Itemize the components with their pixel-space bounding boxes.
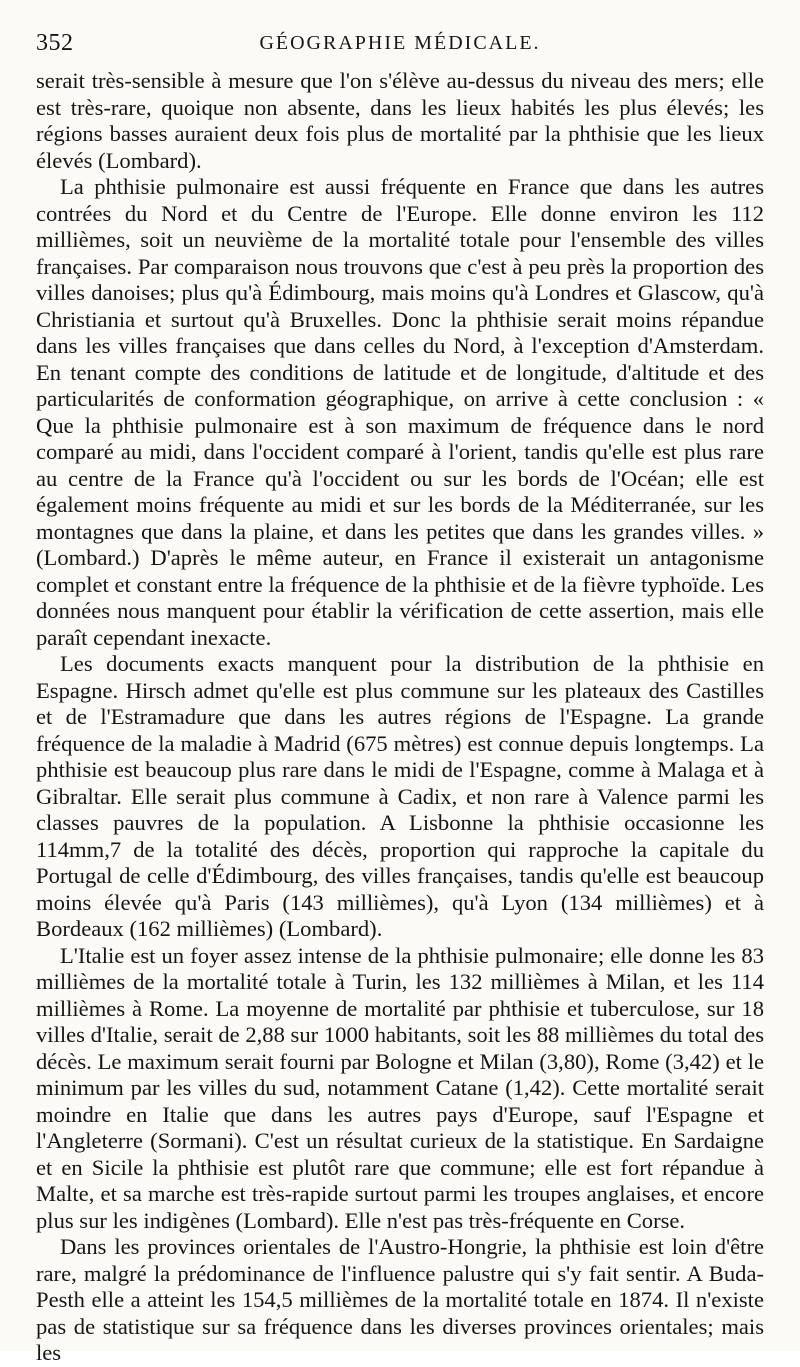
- page-number: 352: [36, 30, 74, 56]
- page-header: [36, 30, 764, 60]
- paragraph: serait très-sensible à mesure que l'on s'élève au-dessus du niveau des mers; elle est très-rare, quoique non absente, dans les lieux habités les plus élevés; les régions basses auraient deux fois plus de mortalité par la phthisie que les lieux élevés (Lombard).: [36, 68, 764, 173]
- paragraph: La phthisie pulmonaire est aussi fréquente en France que dans les autres contrées du Nord et du Centre de l'Europe. Elle donne environ les 112 millièmes, soit un neuvième de la mortalité totale pour l'ensemble des villes françaises. Par comparaison nous trouvons que c'est à peu près la proportion des villes danoises; plus qu'à Édimbourg, mais moins qu'à Londres et Glascow, qu'à Christiania et surtout qu'à Bruxelles. Donc la phthisie serait moins répandue dans les villes françaises que dans celles du Nord, à l'exception d'Amsterdam. En tenant compte des conditions de latitude et de longitude, d'altitude et des particularités de conformation géographique, on arrive à cette conclusion : « Que la phthisie pulmonaire est à son maximum de fréquence dans le nord comparé au midi, dans l'occident comparé à l'orient, tandis qu'elle est plus rare au centre de la France qu'à l'occident ou sur les bords de l'Océan; elle est également moins fréquente au midi et sur les bords de la Méditerranée, sur les montagnes que dans la plaine, et dans les petites que dans les grandes villes. » (Lombard.) D'après le même auteur, en France il existerait un antagonisme complet et constant entre la fréquence de la phthisie et de la fièvre typhoïde. Les données nous manquent pour établir la vérification de cette assertion, mais elle paraît cependant inexacte.: [36, 174, 764, 650]
- running-title: GÉOGRAPHIE MÉDICALE.: [259, 32, 541, 54]
- paragraph: Les documents exacts manquent pour la distribution de la phthisie en Espagne. Hirsch admet qu'elle est plus commune sur les plateaux des Castilles et de l'Estramadure que dans les autres régions de l'Espagne. La grande fréquence de la maladie à Madrid (675 mètres) est connue depuis longtemps. La phthisie est beaucoup plus rare dans le midi de l'Espagne, comme à Malaga et à Gibraltar. Elle serait plus commune à Cadix, et non rare à Valence parmi les classes pauvres de la population. A Lisbonne la phthisie occasionne les 114mm,7 de la totalité des décès, proportion qui rapproche la capitale du Portugal de celle d'Édimbourg, des villes françaises, tandis qu'elle est beaucoup moins élevée qu'à Paris (143 millièmes), qu'à Lyon (134 millièmes) et à Bordeaux (162 millièmes) (Lombard).: [36, 651, 764, 941]
- paragraph: L'Italie est un foyer assez intense de la phthisie pulmonaire; elle donne les 83 millièmes de la mortalité totale à Turin, les 132 millièmes à Milan, et les 114 millièmes à Rome. La moyenne de mortalité par phthisie et tuberculose, sur 18 villes d'Italie, serait de 2,88 sur 1000 habitants, soit les 88 millièmes du total des décès. Le maximum serait fourni par Bologne et Milan (3,80), Rome (3,42) et le minimum par les villes du sud, notamment Catane (1,42). Cette mortalité serait moindre en Italie que dans les autres pays d'Europe, sauf l'Espagne et l'Angleterre (Sormani). C'est un résultat curieux de la statistique. En Sardaigne et en Sicile la phthisie est plutôt rare que commune; elle est fort répandue à Malte, et sa marche est très-rapide surtout parmi les troupes anglaises, et encore plus sur les indigènes (Lombard). Elle n'est pas très-fréquente en Corse.: [36, 942, 764, 1233]
- page-body: [36, 68, 764, 1367]
- paragraph: Dans les provinces orientales de l'Austro-Hongrie, la phthisie est loin d'être rare, malgré la prédominance de l'influence palustre qui s'y fait sentir. A Buda-Pesth elle a atteint les 154,5 millièmes de la mortalité totale en 1874. Il n'existe pas de statistique sur sa fréquence dans les diverses provinces orientales; mais les: [36, 1234, 764, 1365]
